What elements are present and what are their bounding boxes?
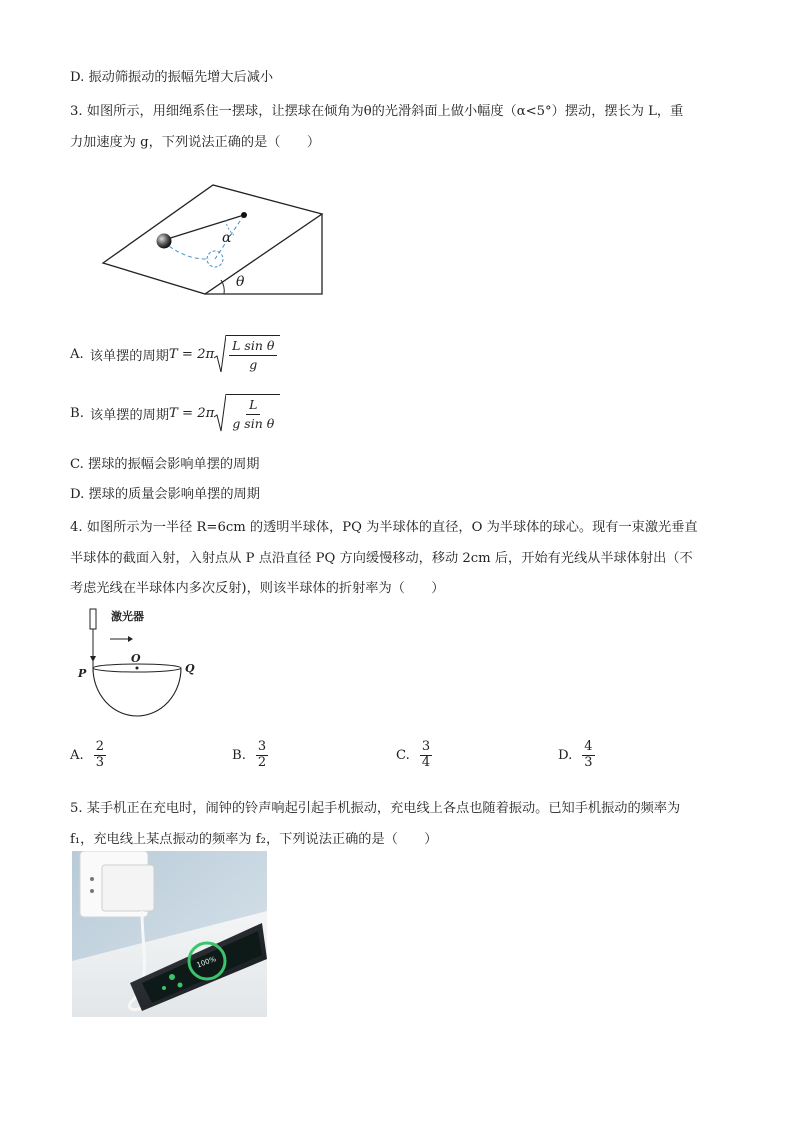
hemisphere-laser-figure <box>76 606 206 722</box>
move-arrow-head <box>128 636 133 642</box>
theta-label: θ <box>236 274 245 290</box>
q2-option-d: D. 振动筛振动的振幅先增大后减小 <box>70 70 274 85</box>
pendulum-ball <box>157 234 172 249</box>
sqrt-formula-a: L sin θ g <box>214 334 280 374</box>
center-dot <box>136 667 139 670</box>
battery-percent: 100% <box>195 955 218 970</box>
hemisphere-body <box>93 668 181 716</box>
alpha-label: α <box>222 230 232 246</box>
phone-charging-photo <box>72 851 267 1017</box>
q3-option-b: B. 该单摆的周期 T = 2π L g sin θ <box>70 393 280 433</box>
q3-option-c: C. 摆球的振幅会影响单摆的周期 <box>70 457 260 472</box>
laser-device <box>90 609 96 629</box>
q4-option-c: C. $\frac{3}{4}$ <box>396 739 431 770</box>
pivot-point <box>241 212 247 218</box>
incline-pendulum-figure <box>100 180 330 300</box>
q4-stem-line3: 考虑光线在半球体内多次反射)，则该半球体的折射率为（ ） <box>70 581 445 596</box>
charger-adapter <box>102 865 154 911</box>
q4-option-b: B. $\frac{3}{2}$ <box>232 739 267 770</box>
point-p-label: P <box>78 667 87 680</box>
q3-stem-line1: 3. 如图所示，用细绳系住一摆球，让摆球在倾角为θ的光滑斜面上做小幅度（α<5°）摆动，摆长为 L，重 <box>70 104 684 119</box>
q4-stem-line1: 4. 如图所示为一半径 R=6cm 的透明半球体，PQ 为半球体的直径，O 为半球体的球心。现有一束激光垂直 <box>70 520 698 535</box>
laser-label: 激光器 <box>111 610 144 623</box>
point-q-label: Q <box>185 662 195 675</box>
q5-stem-line1: 5. 某手机正在充电时，闹钟的铃声响起引起手机振动，充电线上各点也随着振动。已知手机振动的频率为 <box>70 801 681 816</box>
radical-sign <box>214 393 226 433</box>
q3-stem-line2: 力加速度为 g，下列说法正确的是（ ） <box>70 135 321 150</box>
q3-option-d: D. 摆球的质量会影响单摆的周期 <box>70 487 260 502</box>
beam-arrow <box>90 656 96 662</box>
q4-stem-line2: 半球体的截面入射，入射点从 P 点沿直径 PQ 方向缓慢移动，移动 2cm 后，开始有光线从半球体射出（不 <box>70 551 693 566</box>
q4-option-a: A. $\frac{2}{3}$ <box>70 739 104 770</box>
incline-plane <box>103 185 322 294</box>
q4-option-d: D. $\frac{4}{3}$ <box>558 739 593 770</box>
radical-sign <box>214 334 226 374</box>
point-o-label: O <box>131 652 141 665</box>
q3-option-a: A. 该单摆的周期 T = 2π L sin θ g <box>70 334 280 374</box>
sqrt-formula-b: L g sin θ <box>214 393 280 433</box>
q5-stem-line2: f₁，充电线上某点振动的频率为 f₂，下列说法正确的是（ ） <box>70 832 438 847</box>
